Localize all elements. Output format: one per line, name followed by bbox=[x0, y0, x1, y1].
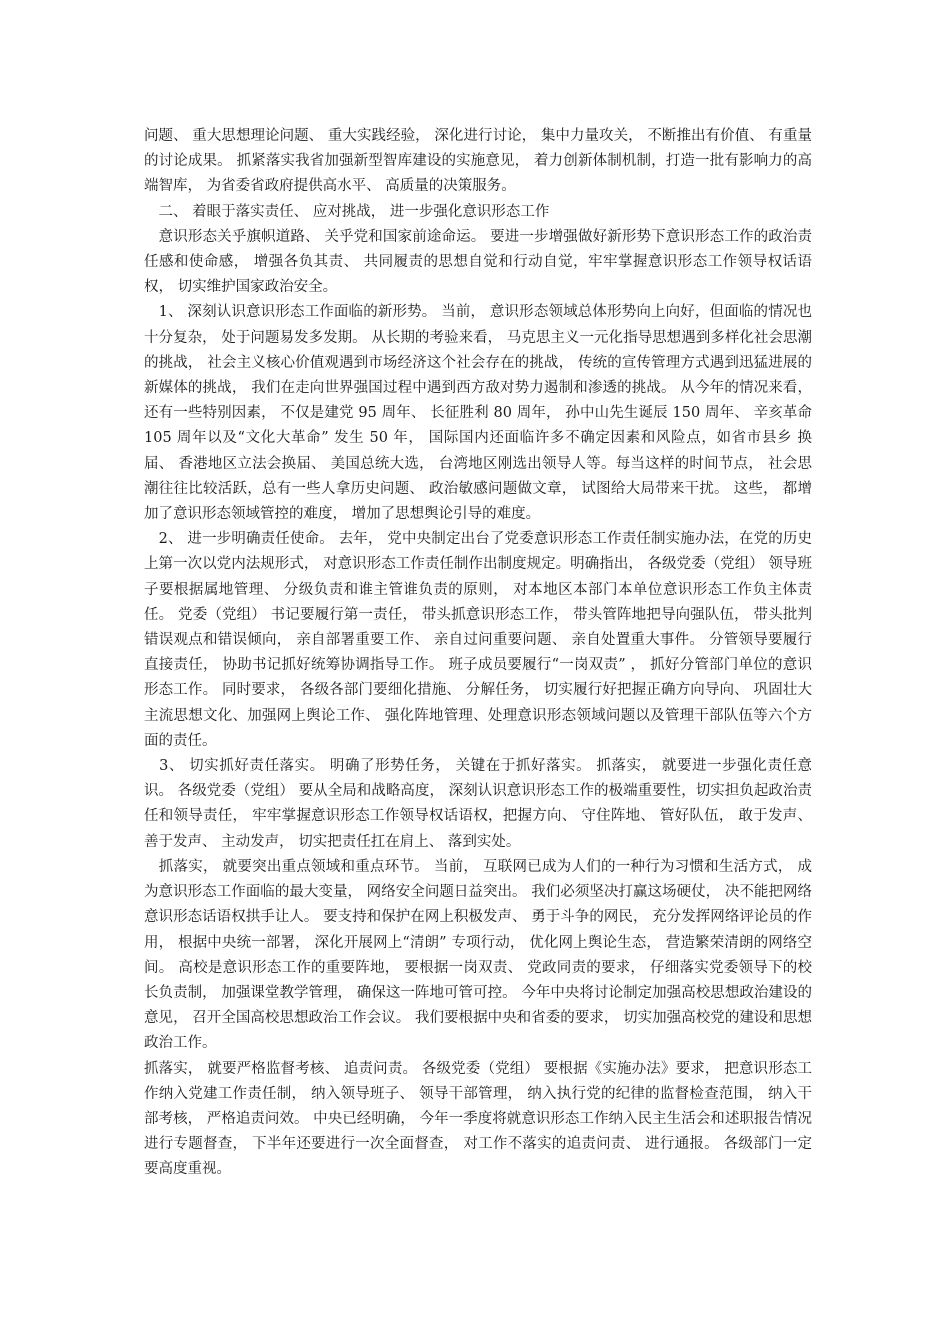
paragraph-point-2: 2、 进一步明确责任使命。 去年， 党中央制定出台了党委意识形态工作责任制实施办法，在党的历史上第一次以党内法规形式， 对意识形态工作责任制作出制度规定。明确指出， 各级党委（党组） 领导班子要根据属地管理、 分级负责和谁主管谁负责的原则， 对本地区本部门本单位意识形态工作负主体责任。 党委（党组） 书记要履行第一责任， 带头抓意识形态工作， 带头管阵地把导向强队伍， 带头批判错误观点和错误倾向， 亲自部署重要工作、 亲自过问重要问题、 亲自处置重大事件。 分管领导要履行直接责任， 协助书记抓好统筹协调指导工作。 班子成员要履行“一岗双责” ， 抓好分管部门单位的意识形态工作。 同时要求， 各级各部门要细化措施、 分解任务， 切实履行好把握正确方向导向、 巩固壮大主流思想文化、加强网上舆论工作、 强化阵地管理、处理意识形态领域问题以及管理干部队伍等六个方面的责任。 bbox=[144, 531, 812, 749]
document-body bbox=[144, 124, 812, 1183]
paragraph-key-areas: 抓落实， 就要突出重点领域和重点环节。 当前， 互联网已成为人们的一种行为习惯和生活方式， 成为意识形态工作面临的最大变量， 网络安全问题日益突出。 我们必须坚决打赢这场硬仗， 决不能把网络意识形态话语权拱手让人。 要支持和保护在网上积极发声、 勇于斗争的网民， 充分发挥网络评论员的作用， 根据中央统一部署， 深化开展网上“清朗” 专项行动， 优化网上舆论生态， 营造繁荣清朗的网络空间。 高校是意识形态工作的重要阵地， 要根据一岗双责、 党政同责的要求， 仔细落实党委领导下的校长负责制， 加强课堂教学管理， 确保这一阵地可管可控。 今年中央将讨论制定加强高校思想政治建设的意见， 召开全国高校思想政治工作会议。 我们要根据中央和省委的要求， 切实加强高校党的建设和思想政治工作。 bbox=[144, 858, 812, 1052]
paragraph-continuation: 问题、 重大思想理论问题、 重大实践经验， 深化进行讨论， 集中力量攻关， 不断推出有价值、 有重量的讨论成果。 抓紧落实我省加强新型智库建设的实施意见， 着力创新体制机制，打造一批有影响力的高端智库， 为省委省政府提供高水平、 高质量的决策服务。 bbox=[144, 128, 812, 195]
paragraph-accountability: 抓落实， 就要严格监督考核、 追责问责。 各级党委（党组） 要根据《实施办法》要求， 把意识形态工作纳入党建工作责任制， 纳入领导班子、 领导干部管理， 纳入执行党的纪律的监督检查范围， 纳入干部考核， 严格追责问效。 中央已经明确， 今年一季度将就意识形态工作纳入民主生活会和述职报告情况进行专题督查， 下半年还要进行一次全面督查， 对工作不落实的追责问责、 进行通报。 各级部门一定要高度重视。 bbox=[144, 1060, 812, 1178]
section-heading: 二、 着眼于落实责任、 应对挑战， 进一步强化意识形态工作 bbox=[144, 203, 550, 220]
paragraph-point-3: 3、 切实抓好责任落实。 明确了形势任务， 关键在于抓好落实。 抓落实， 就要进一步强化责任意识。 各级党委（党组） 要从全局和战略高度， 深刻认识意识形态工作的极端重要性，切实担负起政治责任和领导责任， 牢牢掌握意识形态工作领导权话语权，把握方向、 守住阵地、 管好队伍， 敢于发声、 善于发声、 主动发声， 切实把责任扛在肩上、 落到实处。 bbox=[144, 758, 812, 850]
paragraph-point-1: 1、 深刻认识意识形态工作面临的新形势。 当前， 意识形态领域总体形势向上向好，但面临的情况也十分复杂， 处于问题易发多发期。 从长期的考验来看， 马克思主义一元化指导思想遇到多样化社会思潮的挑战， 社会主义核心价值观遇到市场经济这个社会存在的挑战， 传统的宣传管理方式遇到迅猛进展的新媒体的挑战， 我们在走向世界强国过程中遇到西方敌对势力遏制和渗透的挑战。 从今年的情况来看， 还有一些特别因素， 不仅是建党 95 周年、 长征胜利 80 周年， 孙中山先生诞辰 150 周年、 辛亥革命105 周年以及“文化大革命” 发生 50 年， 国际国内还面临许多不确定因素和风险点，如省市县乡 换届、 香港地区立法会换届、 美国总统大选， 台湾地区刚选出领导人等。每当这样的时间节点， 社会思潮往往比较活跃，总有一些人拿历史问题、 政治敏感问题做文章， 试图给大局带来干扰。 这些， 都增加了意识形态领域管控的难度， 增加了思想舆论引导的难度。 bbox=[144, 304, 812, 523]
paragraph-intro: 意识形态关乎旗帜道路、 关乎党和国家前途命运。 要进一步增强做好新形势下意识形态工作的政治责任感和使命感， 增强各负其责、 共同履责的思想自觉和行动自觉，牢牢掌握意识形态工作领导权话语权， 切实维护国家政治安全。 bbox=[144, 228, 812, 296]
